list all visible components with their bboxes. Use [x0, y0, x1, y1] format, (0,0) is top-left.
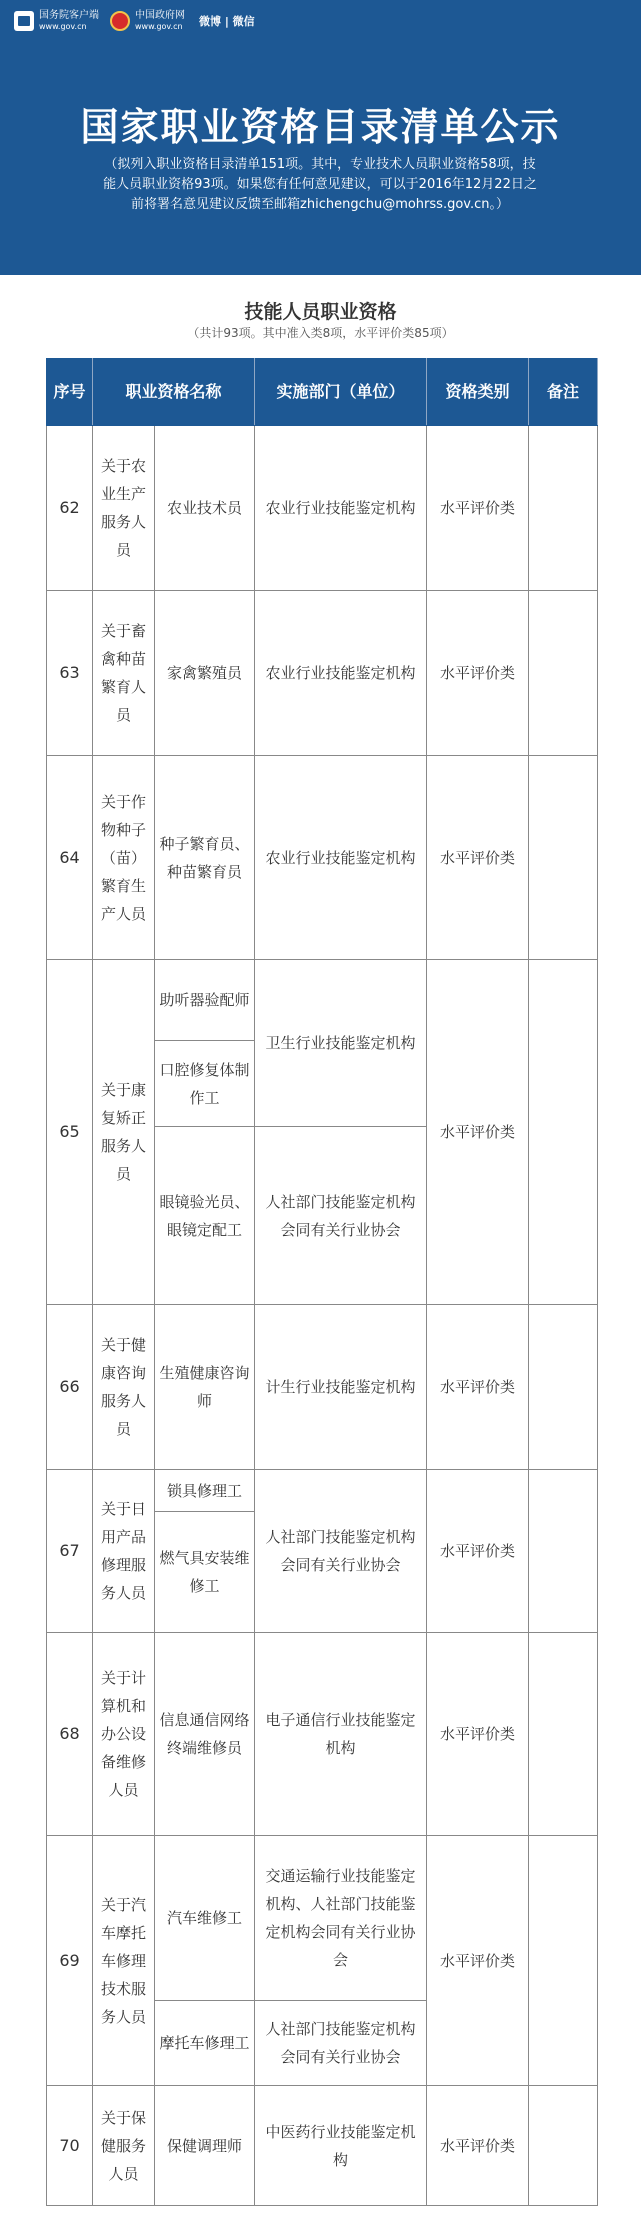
department: 卫生行业技能鉴定机构 — [255, 960, 427, 1127]
row-number: 62 — [47, 426, 93, 591]
col-header-num: 序号 — [47, 359, 93, 426]
group-name: 关于康复矫正服务人员 — [93, 960, 155, 1305]
table-row — [47, 426, 598, 591]
section-title: 技能人员职业资格 — [244, 301, 397, 323]
group-name: 关于畜禽种苗繁育人员 — [93, 591, 155, 756]
group-name: 关于计算机和办公设备维修人员 — [93, 1633, 155, 1836]
table-row — [47, 1470, 598, 1512]
table-row — [47, 756, 598, 960]
col-header-type: 资格类别 — [427, 359, 529, 426]
logo2-name: 中国政府网 — [135, 10, 185, 21]
table-row — [47, 591, 598, 756]
department: 中医药行业技能鉴定机构 — [255, 2086, 427, 2206]
header-banner — [0, 0, 641, 275]
occupation-name: 家禽繁殖员 — [155, 591, 255, 756]
gov-site-logo[interactable] — [110, 10, 255, 32]
row-number: 66 — [47, 1305, 93, 1470]
intro-text: （拟列入职业资格目录清单151项。其中，专业技术人员职业资格58项，技能人员职业资格93项。如果您有任何意见建议，可以于2016年12月22日之前将署名意见建议反馈至邮箱zhichengchu@mohrss.gov.cn。） — [103, 157, 537, 212]
section-subtitle: （共计93项。其中准入类8项，水平评价类85项） — [187, 326, 454, 340]
department: 电子通信行业技能鉴定机构 — [255, 1633, 427, 1836]
note-cell — [529, 756, 598, 960]
qualification-type: 水平评价类 — [427, 2086, 529, 2206]
department: 人社部门技能鉴定机构会同有关行业协会 — [255, 1470, 427, 1633]
occupation-name: 口腔修复体制作工 — [155, 1041, 255, 1127]
note-cell — [529, 1836, 598, 2086]
occupation-name: 种子繁育员、种苗繁育员 — [155, 756, 255, 960]
row-number: 65 — [47, 960, 93, 1305]
qualification-type: 水平评价类 — [427, 1836, 529, 2086]
group-name: 关于健康咨询服务人员 — [93, 1305, 155, 1470]
col-header-dept: 实施部门（单位） — [255, 359, 427, 426]
note-cell — [529, 1633, 598, 1836]
occupation-name: 锁具修理工 — [155, 1470, 255, 1512]
table-row — [47, 1836, 598, 2001]
department: 人社部门技能鉴定机构会同有关行业协会 — [255, 2001, 427, 2086]
col-header-name: 职业资格名称 — [93, 359, 255, 426]
table-row — [47, 1633, 598, 1836]
table-row — [47, 960, 598, 1041]
app-icon — [14, 11, 34, 31]
row-number: 70 — [47, 2086, 93, 2206]
group-name: 关于保健服务人员 — [93, 2086, 155, 2206]
occupation-name: 农业技术员 — [155, 426, 255, 591]
note-cell — [529, 2086, 598, 2206]
note-cell — [529, 426, 598, 591]
national-emblem-icon — [110, 11, 130, 31]
row-number: 63 — [47, 591, 93, 756]
department: 农业行业技能鉴定机构 — [255, 426, 427, 591]
note-cell — [529, 1470, 598, 1633]
logo1-url: www.gov.cn — [39, 22, 87, 31]
page-title: 国家职业资格目录清单公示 — [80, 105, 561, 149]
col-header-note: 备注 — [529, 359, 598, 426]
group-name: 关于日用产品修理服务人员 — [93, 1470, 155, 1633]
qualification-type: 水平评价类 — [427, 1470, 529, 1633]
table-header-row — [47, 359, 598, 426]
occupation-name: 眼镜验光员、眼镜定配工 — [155, 1127, 255, 1305]
logo2-url: www.gov.cn — [135, 22, 183, 31]
row-number: 67 — [47, 1470, 93, 1633]
group-name: 关于汽车摩托车修理技术服务人员 — [93, 1836, 155, 2086]
department: 交通运输行业技能鉴定机构、人社部门技能鉴定机构会同有关行业协会 — [255, 1836, 427, 2001]
social-links[interactable]: 微博 | 微信 — [199, 15, 255, 28]
occupation-name: 保健调理师 — [155, 2086, 255, 2206]
department: 农业行业技能鉴定机构 — [255, 591, 427, 756]
logo1-name: 国务院客户端 — [39, 10, 99, 21]
row-number: 68 — [47, 1633, 93, 1836]
occupation-name: 摩托车修理工 — [155, 2001, 255, 2086]
occupation-name: 汽车维修工 — [155, 1836, 255, 2001]
qualification-type: 水平评价类 — [427, 1305, 529, 1470]
note-cell — [529, 1305, 598, 1470]
department: 农业行业技能鉴定机构 — [255, 756, 427, 960]
top-bar — [0, 0, 641, 44]
qualification-type: 水平评价类 — [427, 756, 529, 960]
qualification-type: 水平评价类 — [427, 960, 529, 1305]
occupation-name: 燃气具安装维修工 — [155, 1512, 255, 1633]
note-cell — [529, 591, 598, 756]
occupation-name: 信息通信网络终端维修员 — [155, 1633, 255, 1836]
row-number: 69 — [47, 1836, 93, 2086]
gov-app-logo[interactable] — [14, 10, 99, 32]
table-row — [47, 2086, 598, 2206]
note-cell — [529, 960, 598, 1305]
row-number: 64 — [47, 756, 93, 960]
qualification-type: 水平评价类 — [427, 426, 529, 591]
occupation-name: 生殖健康咨询师 — [155, 1305, 255, 1470]
department: 人社部门技能鉴定机构会同有关行业协会 — [255, 1127, 427, 1305]
qualification-type: 水平评价类 — [427, 1633, 529, 1836]
group-name: 关于作物种子（苗）繁育生产人员 — [93, 756, 155, 960]
qualification-table — [46, 358, 598, 2206]
occupation-name: 助听器验配师 — [155, 960, 255, 1041]
department: 计生行业技能鉴定机构 — [255, 1305, 427, 1470]
table-row — [47, 1305, 598, 1470]
group-name: 关于农业生产服务人员 — [93, 426, 155, 591]
qualification-type: 水平评价类 — [427, 591, 529, 756]
